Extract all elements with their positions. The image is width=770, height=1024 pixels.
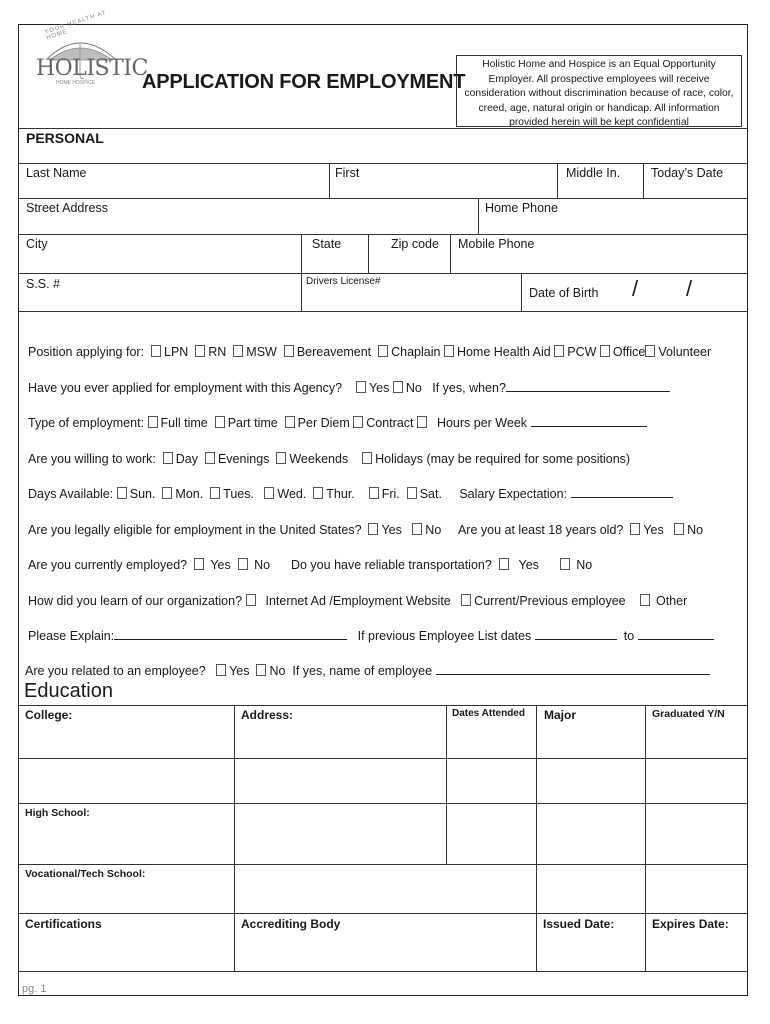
issued-date-label: Issued Date: bbox=[543, 917, 615, 931]
checkbox-no[interactable] bbox=[412, 523, 422, 535]
checkbox[interactable] bbox=[163, 452, 173, 464]
option-label: Other bbox=[656, 594, 688, 608]
question-willing-to-work bbox=[28, 438, 630, 466]
option-label: Mon. bbox=[175, 487, 204, 501]
option-label: Part time bbox=[227, 416, 278, 430]
todays-date-field[interactable]: Today’s Date bbox=[651, 166, 724, 180]
option-label: MSW bbox=[246, 345, 277, 359]
checkbox[interactable] bbox=[195, 345, 205, 357]
question-label: Are you related to an employee? bbox=[25, 664, 206, 678]
checkbox[interactable] bbox=[417, 416, 427, 428]
question-label: Are you at least 18 years old? bbox=[457, 523, 624, 537]
checkbox-no[interactable] bbox=[238, 558, 248, 570]
option-label: Wed. bbox=[277, 487, 307, 501]
address-label: Address: bbox=[241, 708, 294, 722]
page-title: APPLICATION FOR EMPLOYMENT bbox=[142, 71, 466, 93]
option-label: Yes bbox=[368, 381, 390, 395]
option-label: Yes bbox=[518, 558, 539, 572]
option-label: No bbox=[269, 664, 286, 678]
section-title-education: Education bbox=[24, 680, 113, 702]
high-school-label: High School: bbox=[25, 807, 90, 819]
question-label: Salary Expectation: bbox=[459, 487, 568, 501]
question-currently-employed bbox=[28, 544, 592, 572]
dob-separator: / bbox=[632, 276, 639, 301]
company-logo bbox=[34, 10, 148, 90]
checkbox-yes[interactable] bbox=[499, 558, 509, 570]
checkbox[interactable] bbox=[645, 345, 655, 357]
option-label: Holidays (may be required for some positions) bbox=[375, 452, 631, 466]
checkbox-yes[interactable] bbox=[368, 523, 378, 535]
option-label: No bbox=[254, 558, 271, 572]
first-name-field[interactable]: First bbox=[335, 166, 360, 180]
option-label: Sun. bbox=[129, 487, 156, 501]
checkbox[interactable] bbox=[151, 345, 161, 357]
option-label: PCW bbox=[567, 345, 597, 359]
last-name-field[interactable]: Last Name bbox=[26, 166, 87, 180]
checkbox-no[interactable] bbox=[256, 664, 266, 676]
option-label: Weekends bbox=[289, 452, 349, 466]
accrediting-body-label: Accrediting Body bbox=[241, 917, 341, 931]
checkbox[interactable] bbox=[461, 594, 471, 606]
checkbox[interactable] bbox=[407, 487, 417, 499]
checkbox-no[interactable] bbox=[560, 558, 570, 570]
option-label: Sat. bbox=[419, 487, 442, 501]
question-learn-of-org bbox=[28, 580, 687, 608]
option-label: Per Diem bbox=[297, 416, 350, 430]
employee-name-input[interactable] bbox=[436, 664, 710, 675]
expires-date-label: Expires Date: bbox=[652, 917, 729, 931]
eeo-line: Holistic Home and Hospice is an Equal Opportunity bbox=[482, 59, 716, 70]
certifications-label: Certifications bbox=[25, 917, 102, 931]
graduated-label: Graduated Y/N bbox=[652, 708, 725, 720]
question-label: If yes, when? bbox=[432, 381, 506, 395]
option-label: Volunteer bbox=[658, 345, 712, 359]
eeo-line: provided herein will be kept confidential bbox=[509, 117, 689, 129]
checkbox[interactable] bbox=[600, 345, 610, 357]
home-phone-field[interactable]: Home Phone bbox=[485, 201, 558, 215]
option-label: Tues. bbox=[223, 487, 254, 501]
explain-input[interactable] bbox=[114, 629, 347, 640]
logo-subtext: HOME HOSPICE bbox=[56, 80, 95, 86]
option-label: Home Health Aid bbox=[456, 345, 551, 359]
question-related bbox=[25, 650, 710, 678]
option-label: Day bbox=[175, 452, 199, 466]
option-label: No bbox=[576, 558, 593, 572]
checkbox-yes[interactable] bbox=[194, 558, 204, 570]
question-explain bbox=[28, 615, 714, 643]
eeo-line: creed, age, natural origin or handicap. All information bbox=[478, 102, 720, 114]
street-address-field[interactable]: Street Address bbox=[26, 201, 108, 215]
eeo-line: Employer. All prospective employees will receive bbox=[488, 73, 710, 85]
option-label: Thur. bbox=[326, 487, 355, 501]
checkbox[interactable] bbox=[362, 452, 372, 464]
major-label: Major bbox=[544, 708, 577, 722]
checkbox[interactable] bbox=[215, 416, 225, 428]
question-employment-type bbox=[28, 402, 647, 430]
checkbox-yes[interactable] bbox=[356, 381, 366, 393]
checkbox[interactable] bbox=[162, 487, 172, 499]
option-label: Current/Previous employee bbox=[474, 594, 626, 608]
question-label: Have you ever applied for employment with this Agency? bbox=[28, 381, 343, 395]
question-label: Position applying for: bbox=[28, 345, 145, 359]
eeo-line: consideration without discrimination because of race, color, bbox=[464, 88, 734, 100]
question-label: Do you have reliable transportation? bbox=[290, 558, 492, 572]
logo-arc-text: YOUR HEALTH AT HOME bbox=[44, 10, 108, 42]
question-label: Are you legally eligible for employment in the United States? bbox=[28, 523, 362, 537]
prev-date-to-input[interactable] bbox=[638, 629, 714, 640]
question-label: Hours per Week bbox=[436, 416, 528, 430]
ssn-field[interactable]: S.S. # bbox=[26, 277, 61, 291]
checkbox[interactable] bbox=[554, 345, 564, 357]
zip-code-field[interactable]: Zip code bbox=[391, 237, 439, 251]
city-field[interactable]: City bbox=[26, 237, 48, 251]
salary-expectation-input[interactable] bbox=[571, 487, 673, 498]
question-applied-before bbox=[28, 367, 670, 395]
option-label: Yes bbox=[229, 664, 250, 678]
question-label: Days Available: bbox=[28, 487, 114, 501]
checkbox[interactable] bbox=[378, 345, 388, 357]
mobile-phone-field[interactable]: Mobile Phone bbox=[458, 237, 535, 251]
option-label: Chaplain bbox=[391, 345, 441, 359]
logo-text: HOLISTIC bbox=[36, 56, 148, 81]
question-days-available bbox=[28, 473, 673, 501]
eeo-statement bbox=[456, 55, 742, 127]
option-label: Bereavement bbox=[296, 345, 372, 359]
option-label: Internet Ad /Employment Website bbox=[265, 594, 451, 608]
college-label: College: bbox=[25, 708, 73, 722]
checkbox[interactable] bbox=[313, 487, 323, 499]
option-label: Yes bbox=[381, 523, 402, 537]
question-label: If yes, name of employee bbox=[292, 664, 433, 678]
dates-attended-label: Dates Attended bbox=[452, 708, 525, 719]
date-of-birth-field[interactable]: Date of Birth bbox=[529, 286, 599, 300]
prev-date-from-input[interactable] bbox=[535, 629, 617, 640]
page-number: pg. 1 bbox=[22, 983, 47, 995]
applied-when-input[interactable] bbox=[506, 381, 670, 392]
checkbox[interactable] bbox=[444, 345, 454, 357]
option-label: Full time bbox=[160, 416, 208, 430]
question-label: Type of employment: bbox=[28, 416, 145, 430]
checkbox-yes[interactable] bbox=[216, 664, 226, 676]
checkbox[interactable] bbox=[353, 416, 363, 428]
option-label: Yes bbox=[210, 558, 231, 572]
checkbox[interactable] bbox=[369, 487, 379, 499]
option-label: Contract bbox=[366, 416, 414, 430]
checkbox[interactable] bbox=[246, 594, 256, 606]
checkbox[interactable] bbox=[276, 452, 286, 464]
option-label: No bbox=[687, 523, 704, 537]
middle-initial-field[interactable]: Middle In. bbox=[566, 166, 621, 180]
question-label: If previous Employee List dates bbox=[357, 629, 532, 643]
option-label: No bbox=[425, 523, 442, 537]
vocational-school-label: Vocational/Tech School: bbox=[25, 868, 146, 880]
dob-separator: / bbox=[686, 276, 693, 301]
question-position bbox=[28, 331, 711, 359]
drivers-license-field[interactable]: Drivers License# bbox=[306, 276, 381, 287]
checkbox[interactable] bbox=[284, 345, 294, 357]
option-label: Evenings bbox=[217, 452, 270, 466]
state-field[interactable]: State bbox=[312, 237, 342, 251]
question-label: Are you currently employed? bbox=[28, 558, 188, 572]
option-label: LPN bbox=[164, 345, 189, 359]
option-label: Office bbox=[612, 345, 646, 359]
checkbox-no[interactable] bbox=[393, 381, 403, 393]
checkbox-no[interactable] bbox=[674, 523, 684, 535]
question-label: How did you learn of our organization? bbox=[28, 594, 243, 608]
hours-per-week-input[interactable] bbox=[531, 416, 647, 427]
checkbox[interactable] bbox=[233, 345, 243, 357]
checkbox-yes[interactable] bbox=[630, 523, 640, 535]
question-label: Please Explain: bbox=[28, 629, 115, 643]
question-legally-eligible bbox=[28, 509, 703, 537]
option-label: RN bbox=[208, 345, 227, 359]
question-label: Are you willing to work: bbox=[28, 452, 156, 466]
checkbox[interactable] bbox=[205, 452, 215, 464]
option-label: Yes bbox=[643, 523, 664, 537]
checkbox[interactable] bbox=[264, 487, 274, 499]
checkbox[interactable] bbox=[148, 416, 158, 428]
option-label: No bbox=[405, 381, 422, 395]
checkbox[interactable] bbox=[285, 416, 295, 428]
checkbox[interactable] bbox=[640, 594, 650, 606]
checkbox[interactable] bbox=[117, 487, 127, 499]
section-title-personal: PERSONAL bbox=[26, 130, 104, 146]
question-label: to bbox=[623, 629, 635, 643]
option-label: Fri. bbox=[381, 487, 400, 501]
checkbox[interactable] bbox=[210, 487, 220, 499]
